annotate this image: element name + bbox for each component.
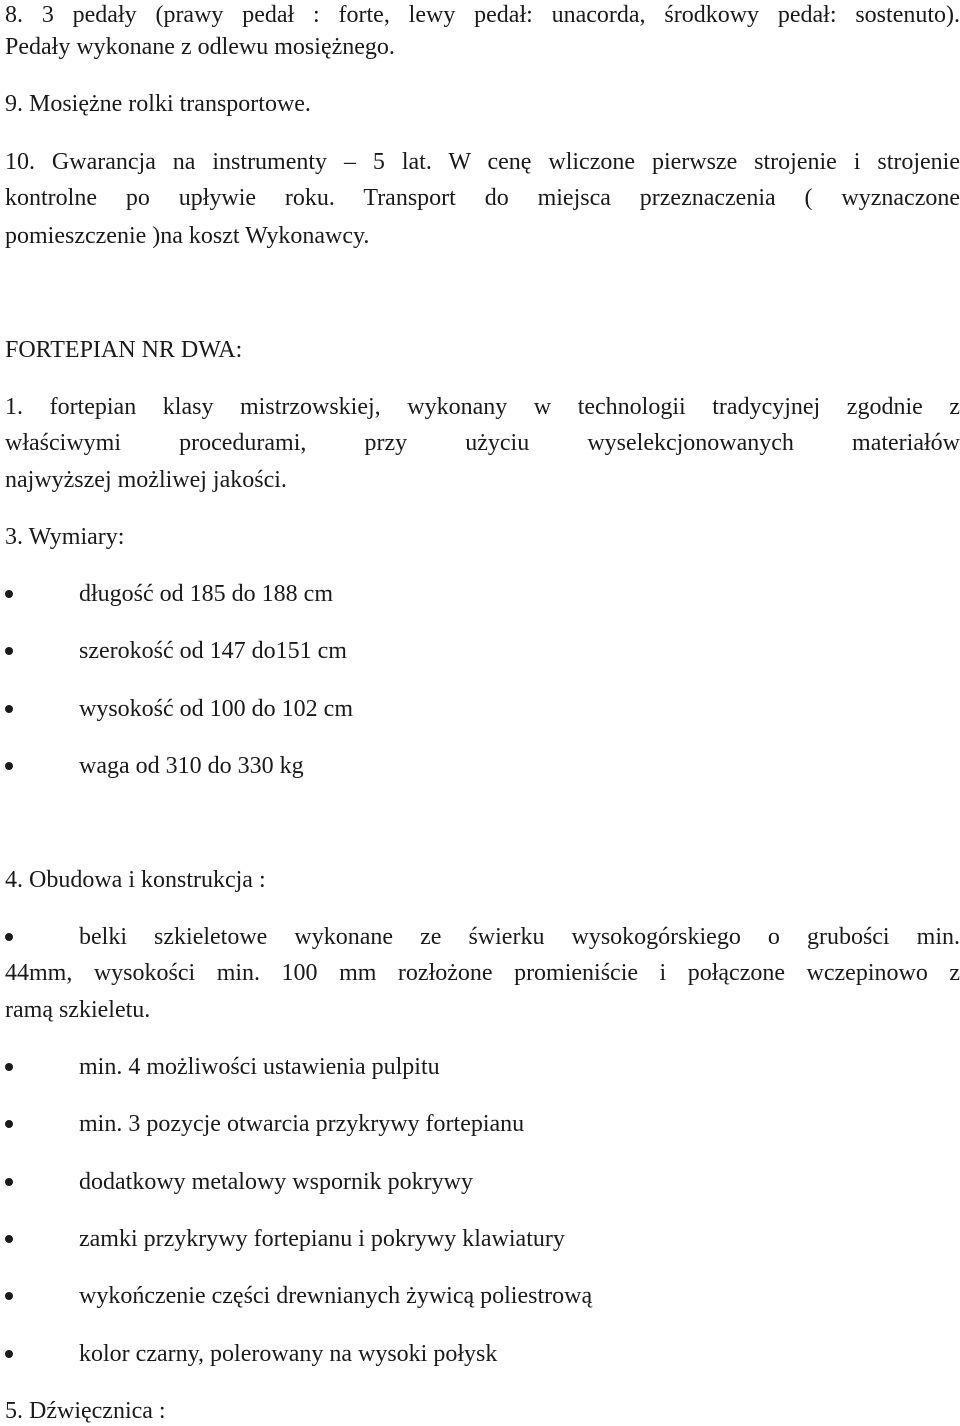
- item-8-line-1: 8. 3 pedały (prawy pedał : forte, lewy pedał: unacorda, środkowy pedał: sostenuto).: [5, 2, 960, 28]
- dimension-item: wysokość od 100 do 102 cm: [79, 696, 353, 722]
- construction-item: min. 4 możliwości ustawienia pulpitu: [79, 1054, 440, 1080]
- item-10-line-2: kontrolne po upływie roku. Transport do miejsca przeznaczenia ( wyznaczone: [5, 185, 960, 211]
- bullet-icon: [5, 647, 15, 657]
- item-1-line-1: 1. fortepian klasy mistrzowskiej, wykonany w technologii tradycyjnej zgodnie z: [5, 394, 960, 420]
- construction-item-line-1: belki szkieletowe wykonane ze świerku wysokogórskiego o grubości min.: [79, 924, 960, 950]
- item-10-line-1: 10. Gwarancja na instrumenty – 5 lat. W cenę wliczone pierwsze strojenie i strojenie: [5, 149, 960, 175]
- section-heading: FORTEPIAN NR DWA:: [5, 337, 243, 363]
- item-9: 9. Mosiężne rolki transportowe.: [5, 91, 311, 117]
- item-1-line-2: właściwymi procedurami, przy użyciu wyselekcjonowanych materiałów: [5, 430, 960, 456]
- construction-item: kolor czarny, polerowany na wysoki połysk: [79, 1341, 498, 1367]
- bullet-icon: [5, 1235, 15, 1245]
- item-1-line-3: najwyższej możliwej jakości.: [5, 467, 287, 493]
- dimension-item: waga od 310 do 330 kg: [79, 753, 304, 779]
- bullet-icon: [5, 705, 15, 715]
- dimension-item: długość od 185 do 188 cm: [79, 581, 333, 607]
- bullet-icon: [5, 933, 15, 943]
- bullet-icon: [5, 1063, 15, 1073]
- construction-item: min. 3 pozycje otwarcia przykrywy fortepianu: [79, 1111, 525, 1137]
- construction-item-line-3: ramą szkieletu.: [5, 997, 151, 1023]
- item-5-heading: 5. Dźwięcznica :: [5, 1398, 166, 1424]
- item-3-heading: 3. Wymiary:: [5, 524, 125, 550]
- construction-item: zamki przykrywy fortepianu i pokrywy klawiatury: [79, 1226, 565, 1252]
- item-8-line-2: Pedały wykonane z odlewu mosiężnego.: [5, 34, 395, 60]
- bullet-icon: [5, 1292, 15, 1302]
- item-4-heading: 4. Obudowa i konstrukcja :: [5, 867, 266, 893]
- dimension-item: szerokość od 147 do151 cm: [79, 638, 347, 664]
- construction-item-line-2: 44mm, wysokości min. 100 mm rozłożone promieniście i połączone wczepinowo z: [5, 960, 960, 986]
- bullet-icon: [5, 1120, 15, 1130]
- item-10-line-3: pomieszczenie )na koszt Wykonawcy.: [5, 223, 370, 249]
- bullet-icon: [5, 1350, 15, 1360]
- bullet-icon: [5, 1178, 15, 1188]
- construction-item: dodatkowy metalowy wspornik pokrywy: [79, 1169, 473, 1195]
- bullet-icon: [5, 762, 15, 772]
- construction-item: wykończenie części drewnianych żywicą poliestrową: [79, 1283, 593, 1309]
- bullet-icon: [5, 590, 15, 600]
